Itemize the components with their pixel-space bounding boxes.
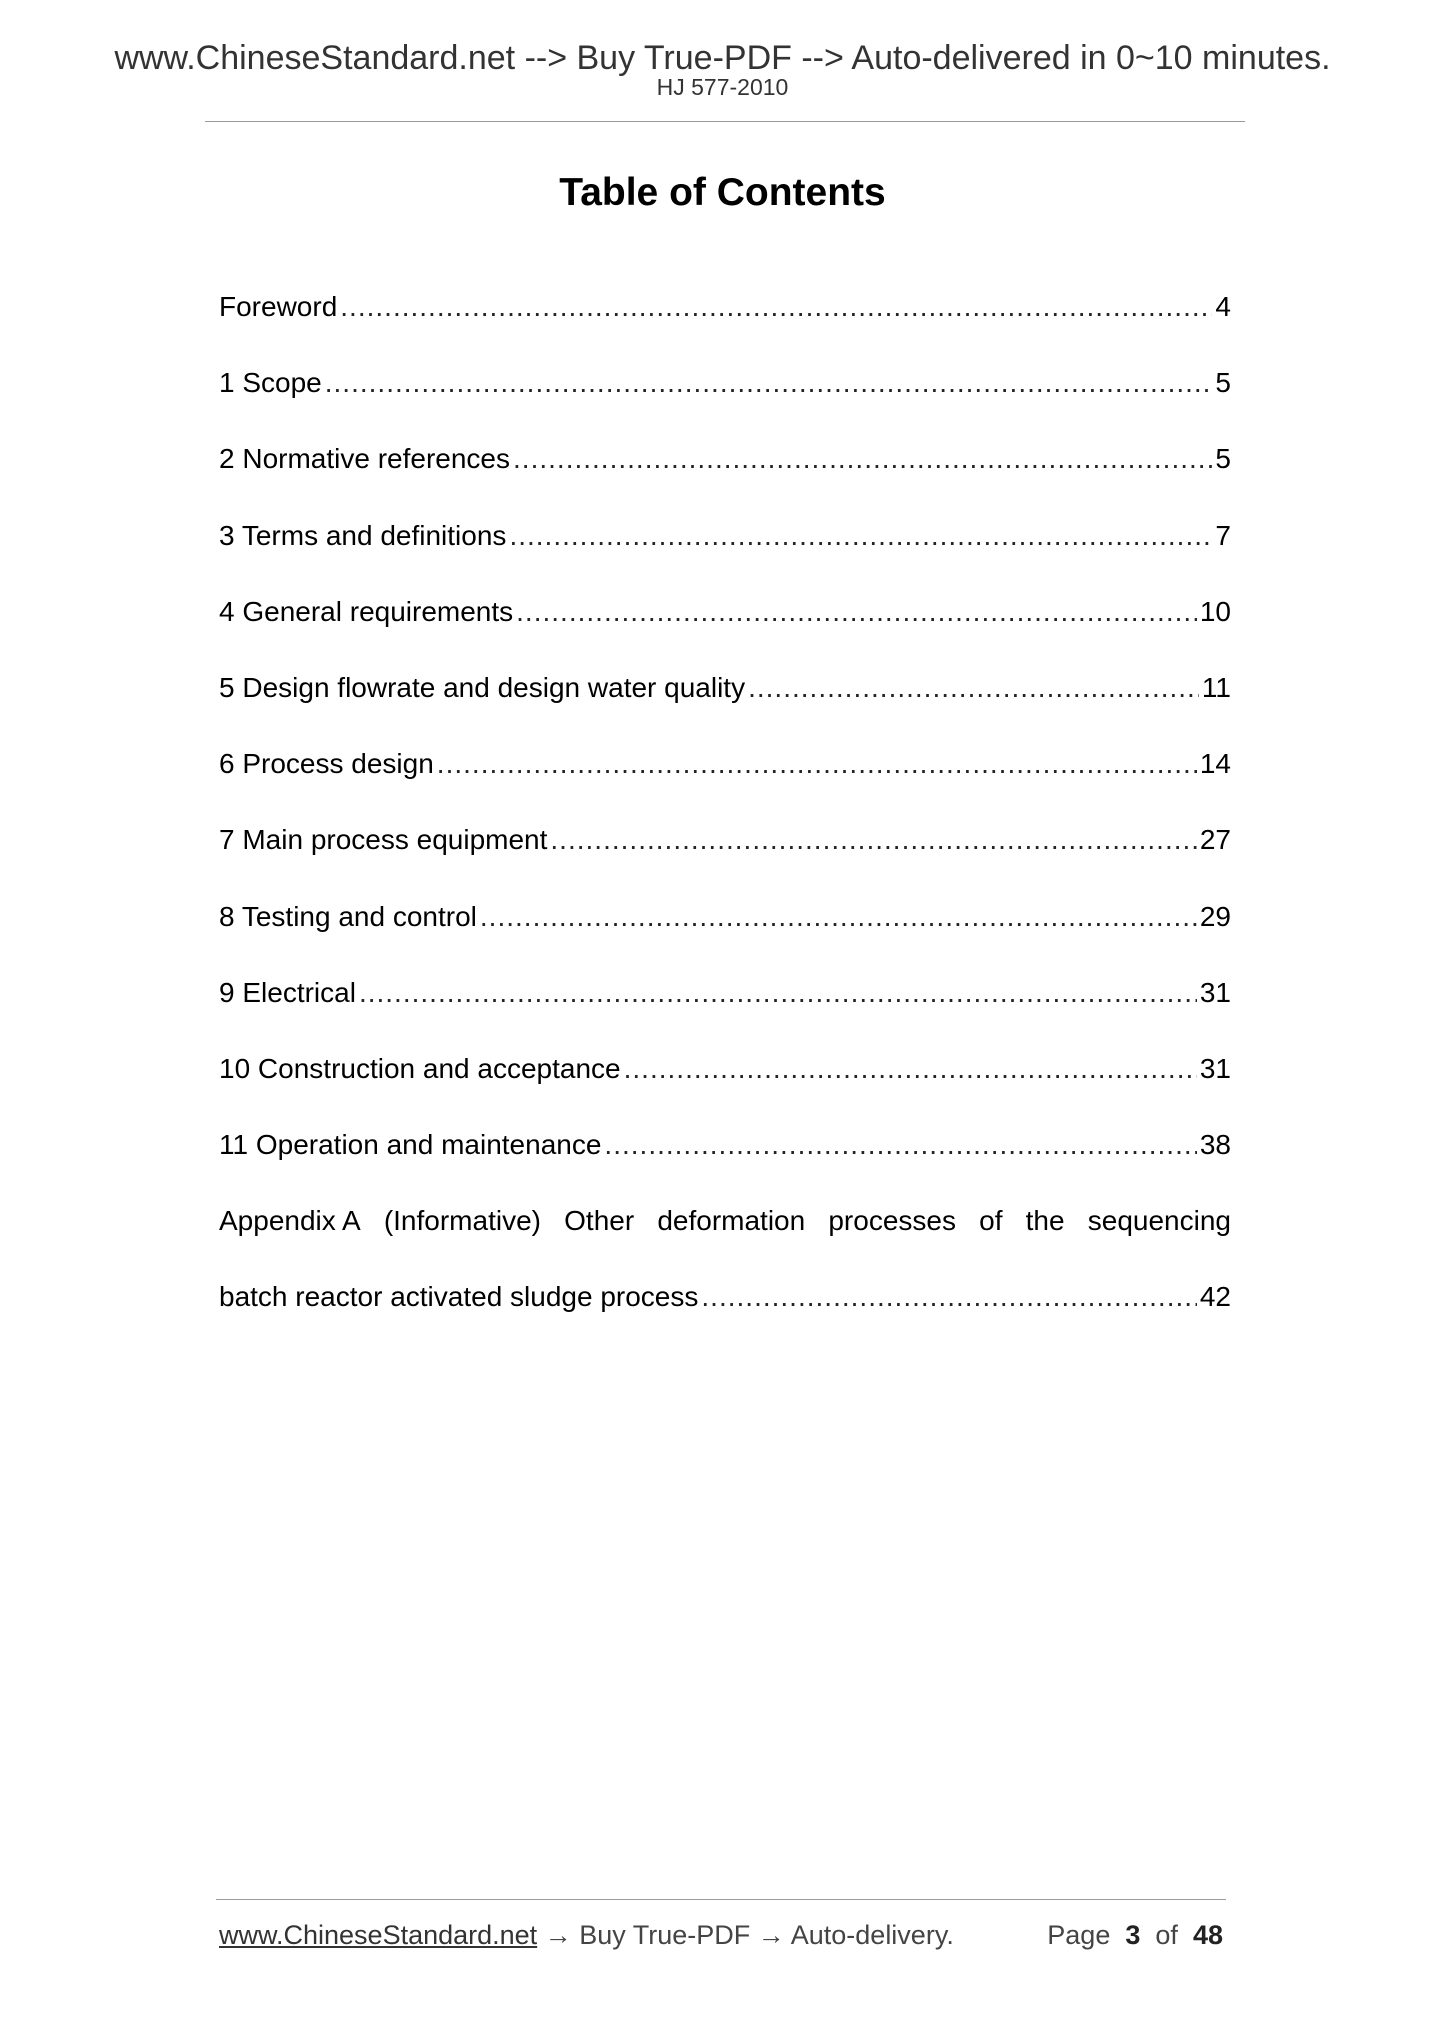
dot-leader	[516, 592, 1197, 632]
toc-entry-label: 7 Main process equipment	[219, 824, 548, 856]
appendix-word: processes	[828, 1205, 956, 1237]
toc-entry-scope[interactable]	[219, 363, 1231, 439]
toc-entry-page: 5	[1215, 443, 1231, 475]
page-number	[1047, 1918, 1223, 1952]
toc-title: Table of Contents	[559, 171, 886, 214]
page-total: 48	[1192, 1920, 1223, 1950]
dot-leader	[604, 1125, 1196, 1165]
toc-entry-electrical[interactable]	[219, 973, 1231, 1049]
toc-entry-label: 5 Design flowrate and design water quality	[219, 671, 746, 703]
header-divider	[205, 121, 1245, 122]
dot-leader	[624, 1049, 1197, 1089]
footer-tagline: → Buy True-PDF → Auto-delivery.	[537, 1920, 954, 1950]
toc-entry-normative-references[interactable]	[219, 439, 1231, 515]
toc-entry-testing-and-control[interactable]	[219, 897, 1231, 973]
toc-entry-appendix-a[interactable]	[219, 1201, 1231, 1277]
appendix-word: Appendix A	[219, 1205, 361, 1237]
toc-entry-label: batch reactor activated sludge process	[219, 1281, 699, 1313]
appendix-word: Other	[564, 1205, 635, 1237]
toc-entry-page: 10	[1199, 595, 1231, 627]
dot-leader	[550, 820, 1196, 860]
toc-entry-page: 38	[1199, 1129, 1231, 1161]
dot-leader	[509, 516, 1212, 556]
toc-entry-label: 6 Process design	[219, 748, 434, 780]
toc-entry-page: 27	[1199, 824, 1231, 856]
toc-entry-page: 11	[1201, 671, 1231, 703]
page-footer	[219, 1918, 1227, 1952]
toc-entry-label: 1 Scope	[219, 367, 322, 399]
dot-leader	[701, 1277, 1196, 1317]
dot-leader	[437, 744, 1197, 784]
appendix-word: sequencing	[1087, 1205, 1231, 1237]
toc-entry-construction-and-acceptance[interactable]	[219, 1049, 1231, 1125]
page-word: Page	[1047, 1920, 1111, 1950]
dot-leader	[748, 668, 1199, 708]
footer-divider	[216, 1899, 1226, 1900]
toc-entry-design-flowrate[interactable]	[219, 668, 1231, 744]
toc-entry-process-design[interactable]	[219, 744, 1231, 820]
toc-entry-operation-and-maintenance[interactable]	[219, 1125, 1231, 1201]
toc-entry-page: 5	[1215, 367, 1231, 399]
toc-entry-page: 29	[1199, 900, 1231, 932]
toc-entry-main-process-equipment[interactable]	[219, 820, 1231, 896]
appendix-word: of	[979, 1205, 1003, 1237]
appendix-word: (Informative)	[383, 1205, 541, 1237]
appendix-word: deformation	[657, 1205, 806, 1237]
toc-entry-appendix-a-continued[interactable]	[219, 1277, 1231, 1353]
site-link[interactable]: www.ChineseStandard.net	[219, 1920, 538, 1950]
document-code: HJ 577-2010	[656, 74, 789, 100]
toc-entry-label: 8 Testing and control	[219, 900, 477, 932]
dot-leader	[325, 363, 1213, 403]
page-current: 3	[1125, 1920, 1141, 1950]
toc-entry-page: 31	[1199, 1052, 1231, 1084]
dot-leader	[480, 897, 1197, 937]
toc-entry-general-requirements[interactable]	[219, 592, 1231, 668]
toc-entry-page: 31	[1199, 976, 1231, 1008]
toc-entry-label: 3 Terms and definitions	[219, 519, 507, 551]
toc-entry-label: 2 Normative references	[219, 443, 511, 475]
toc-entry-label: 4 General requirements	[219, 595, 514, 627]
toc-entry-label: 9 Electrical	[219, 976, 356, 1008]
site-banner: www.ChineseStandard.net --> Buy True-PDF --> Auto-delivered in 0~10 minutes.	[114, 39, 1331, 77]
toc-entry-terms-and-definitions[interactable]	[219, 516, 1231, 592]
appendix-title-line	[219, 1201, 1231, 1241]
toc-entry-page: 7	[1215, 519, 1231, 551]
toc-entry-label: 10 Construction and acceptance	[219, 1052, 621, 1084]
toc-entry-page: 4	[1215, 291, 1231, 322]
toc-entry-label: 11 Operation and maintenance	[219, 1129, 602, 1161]
toc-entry-label: Foreword	[219, 291, 338, 322]
page-of: of	[1155, 1920, 1178, 1950]
appendix-word: the	[1025, 1205, 1065, 1237]
dot-leader	[340, 287, 1212, 327]
toc-entry-page: 42	[1199, 1281, 1231, 1313]
dot-leader	[359, 973, 1197, 1013]
toc-list	[219, 287, 1231, 1354]
toc-entry-page: 14	[1199, 748, 1231, 780]
toc-entry-foreword[interactable]	[219, 287, 1231, 363]
dot-leader	[513, 439, 1212, 479]
